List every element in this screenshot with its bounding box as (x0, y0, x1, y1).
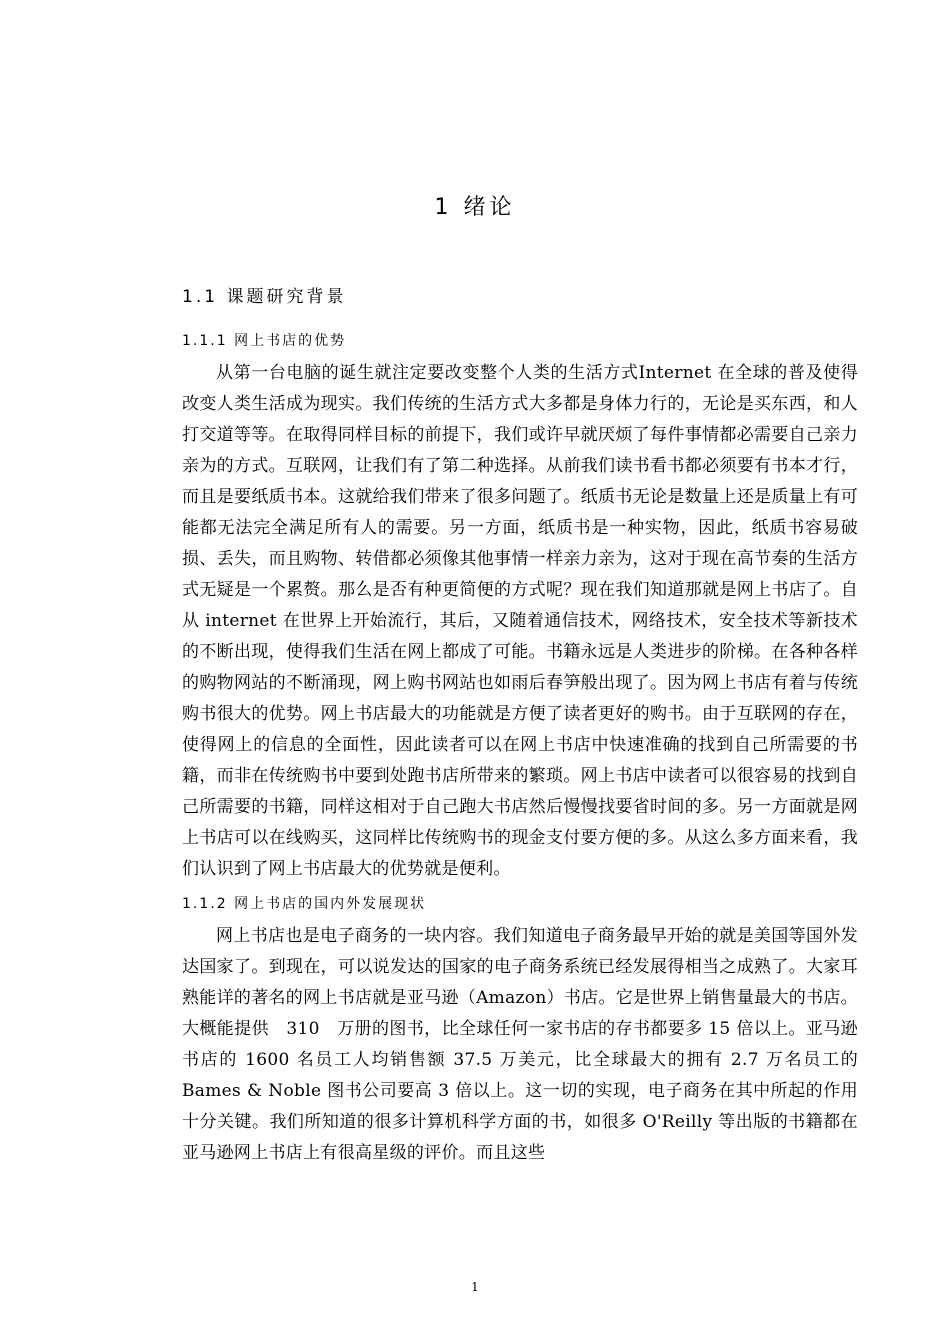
body-paragraph: 从第一台电脑的诞生就注定要改变整个人类的生活方式Internet 在全球的普及使得改变人类生活成为现实。我们传统的生活方式大多都是身体力行的，无论是买东西，和人打交道等等。在取得同样目标的前提下，我们或许早就厌烦了每件事情都必需要自己亲力亲为的方式。互联网，让我们有了第二种选择。从前我们读书看书都必须要有书本才行，而且是要纸质书本。这就给我们带来了很多问题了。纸质书无论是数量上还是质量上有可能都无法完全满足所有人的需要。另一方面，纸质书是一种实物，因此，纸质书容易破损、丢失，而且购物、转借都必须像其他事情一样亲力亲为，这对于现在高节奏的生活方式无疑是一个累赘。那么是否有种更简便的方式呢？现在我们知道那就是网上书店了。自从 internet 在世界上开始流行，其后，又随着通信技术，网络技术，安全技术等新技术的不断出现，使得我们生活在网上都成了可能。书籍永远是人类进步的阶梯。在各种各样的购物网站的不断涌现，网上购书网站也如雨后春笋般出现了。因为网上书店有着与传统购书很大的优势。网上书店最大的功能就是方便了读者更好的购书。由于互联网的存在，使得网上的信息的全面性，因此读者可以在网上书店中快速准确的找到自己所需要的书籍，而非在传统购书中要到处跑书店所带来的繁琐。网上书店中读者可以很容易的找到自己所需要的书籍，同样这相对于自己跑大书店然后慢慢找要省时间的多。另一方面就是网上书店可以在线购买，这同样比传统购书的现金支付要方便的多。从这么多方面来看，我们认识到了网上书店最大的优势就是便利。 (182, 363, 858, 879)
document-body (182, 282, 858, 1171)
body-paragraph: 网上书店也是电子商务的一块内容。我们知道电子商务最早开始的就是美国等国外发达国家了。到现在，可以说发达的国家的电子商务系统已经发展得相当之成熟了。大家耳熟能详的著名的网上书店就是亚马逊（Amazon）书店。它是世界上销售量最大的书店。大概能提供 310 万册的图书，比全球任何一家书店的存书都要多 15 倍以上。亚马逊书店的 1600 名员工人均销售额 37.5 万美元，比全球最大的拥有 2.7 万名员工的 Bames & Noble 图书公司要高 3 倍以上。这一切的实现，电子商务在其中所起的作用十分关键。我们所知道的很多计算机科学方面的书，如很多 O'Reilly 等出版的书籍都在亚马逊网上书店上有很高星级的评价。而且这些 (182, 926, 858, 1163)
section-heading: 1.1 课题研究背景 (182, 287, 347, 307)
subsection-heading: 1.1.2 网上书店的国内外发展现状 (182, 896, 427, 912)
chapter-title: 1 绪论 (434, 195, 516, 220)
subsection-heading: 1.1.1 网上书店的优势 (182, 333, 347, 349)
page-number: 1 (471, 1280, 479, 1294)
